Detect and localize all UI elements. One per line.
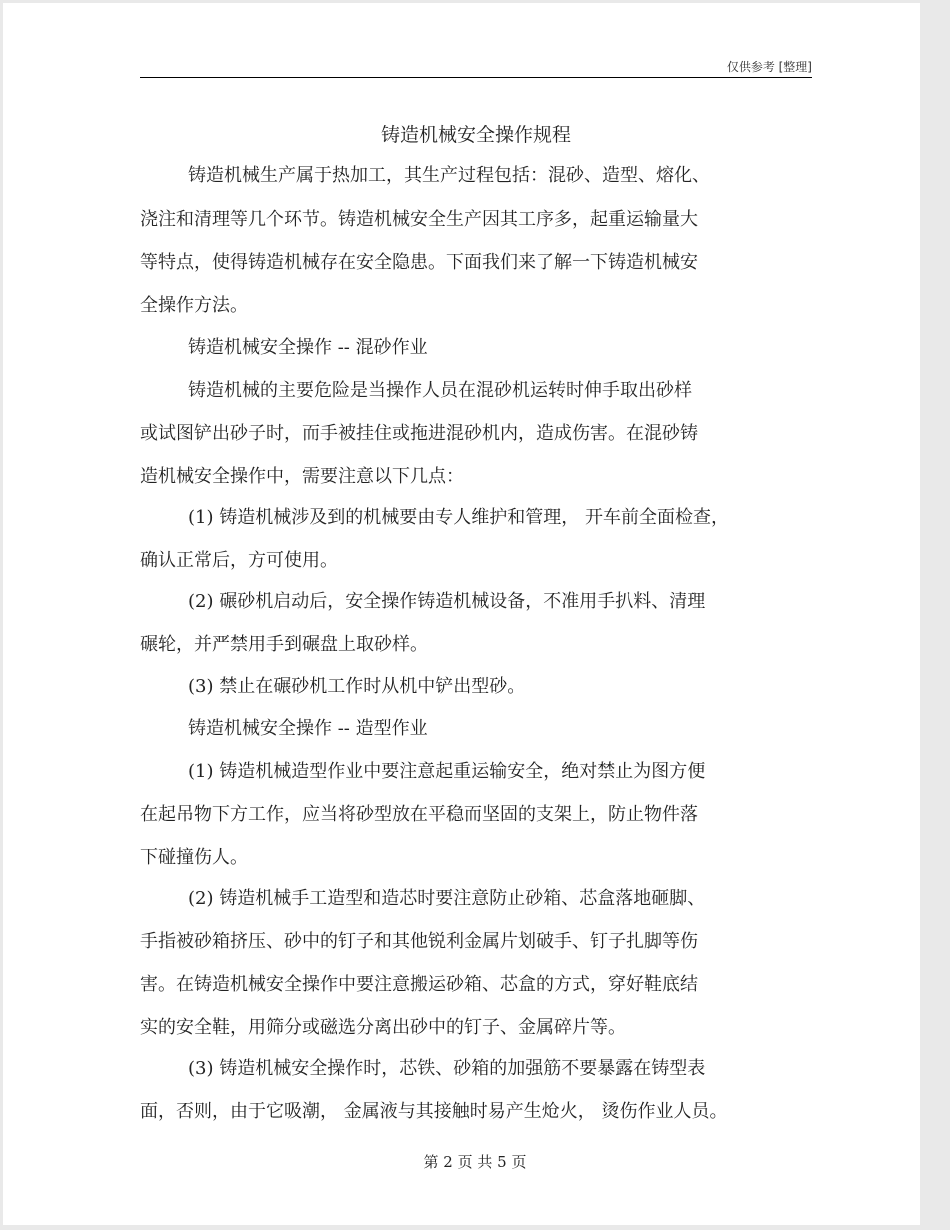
list-item-line: (3) 铸造机械安全操作时，芯铁、砂箱的加强筋不要暴露在铸型表 (188, 1058, 706, 1079)
paragraph-line: 全操作方法。 (140, 295, 248, 316)
list-item-line: 碾轮，并严禁用手到碾盘上取砂样。 (140, 634, 428, 655)
paragraph-line: 造机械安全操作中，需要注意以下几点： (140, 466, 464, 487)
list-item-line: 实的安全鞋，用筛分或磁选分离出砂中的钉子、金属碎片等。 (140, 1017, 626, 1038)
paragraph-line: 铸造机械生产属于热加工，其生产过程包括：混砂、造型、熔化、 (188, 165, 710, 186)
document-title: 铸造机械安全操作规程 (380, 124, 571, 146)
section-heading: 铸造机械安全操作 -- 造型作业 (188, 718, 428, 739)
header-note: 仅供参考 [整理] (726, 60, 812, 74)
list-item-line: (1) 铸造机械涉及到的机械要由专人维护和管理， 开车前全面检查， (188, 507, 729, 528)
header-divider (140, 77, 812, 78)
list-item-line: 手指被砂箱挤压、砂中的钉子和其他锐利金属片划破手、钉子扎脚等伤 (140, 931, 698, 952)
page-number: 第 2 页 共 5 页 (423, 1153, 527, 1171)
document-page (3, 3, 920, 1225)
list-item-line: (3) 禁止在碾砂机工作时从机中铲出型砂。 (188, 676, 526, 697)
list-item-line: 害。在铸造机械安全操作中要注意搬运砂箱、芯盒的方式，穿好鞋底结 (140, 974, 698, 995)
list-item-line: 在起吊物下方工作，应当将砂型放在平稳而坚固的支架上，防止物件落 (140, 804, 698, 825)
paragraph-line: 铸造机械的主要危险是当操作人员在混砂机运转时伸手取出砂样 (188, 380, 692, 401)
paragraph-line: 浇注和清理等几个环节。铸造机械安全生产因其工序多，起重运输量大 (140, 209, 698, 230)
list-item-line: 确认正常后，方可使用。 (140, 550, 338, 571)
section-heading: 铸造机械安全操作 -- 混砂作业 (188, 337, 428, 358)
list-item-line: 面，否则，由于它吸潮， 金属液与其接触时易产生炝火， 烫伤作业人员。 (140, 1101, 728, 1122)
list-item-line: (2) 碾砂机启动后，安全操作铸造机械设备，不准用手扒料、清理 (188, 591, 706, 612)
paragraph-line: 等特点，使得铸造机械存在安全隐患。下面我们来了解一下铸造机械安 (140, 252, 698, 273)
list-item-line: (2) 铸造机械手工造型和造芯时要注意防止砂箱、芯盒落地砸脚、 (188, 888, 706, 909)
list-item-line: (1) 铸造机械造型作业中要注意起重运输安全，绝对禁止为图方便 (188, 761, 706, 782)
paragraph-line: 或试图铲出砂子时，而手被挂住或拖进混砂机内，造成伤害。在混砂铸 (140, 423, 698, 444)
list-item-line: 下碰撞伤人。 (140, 847, 248, 868)
